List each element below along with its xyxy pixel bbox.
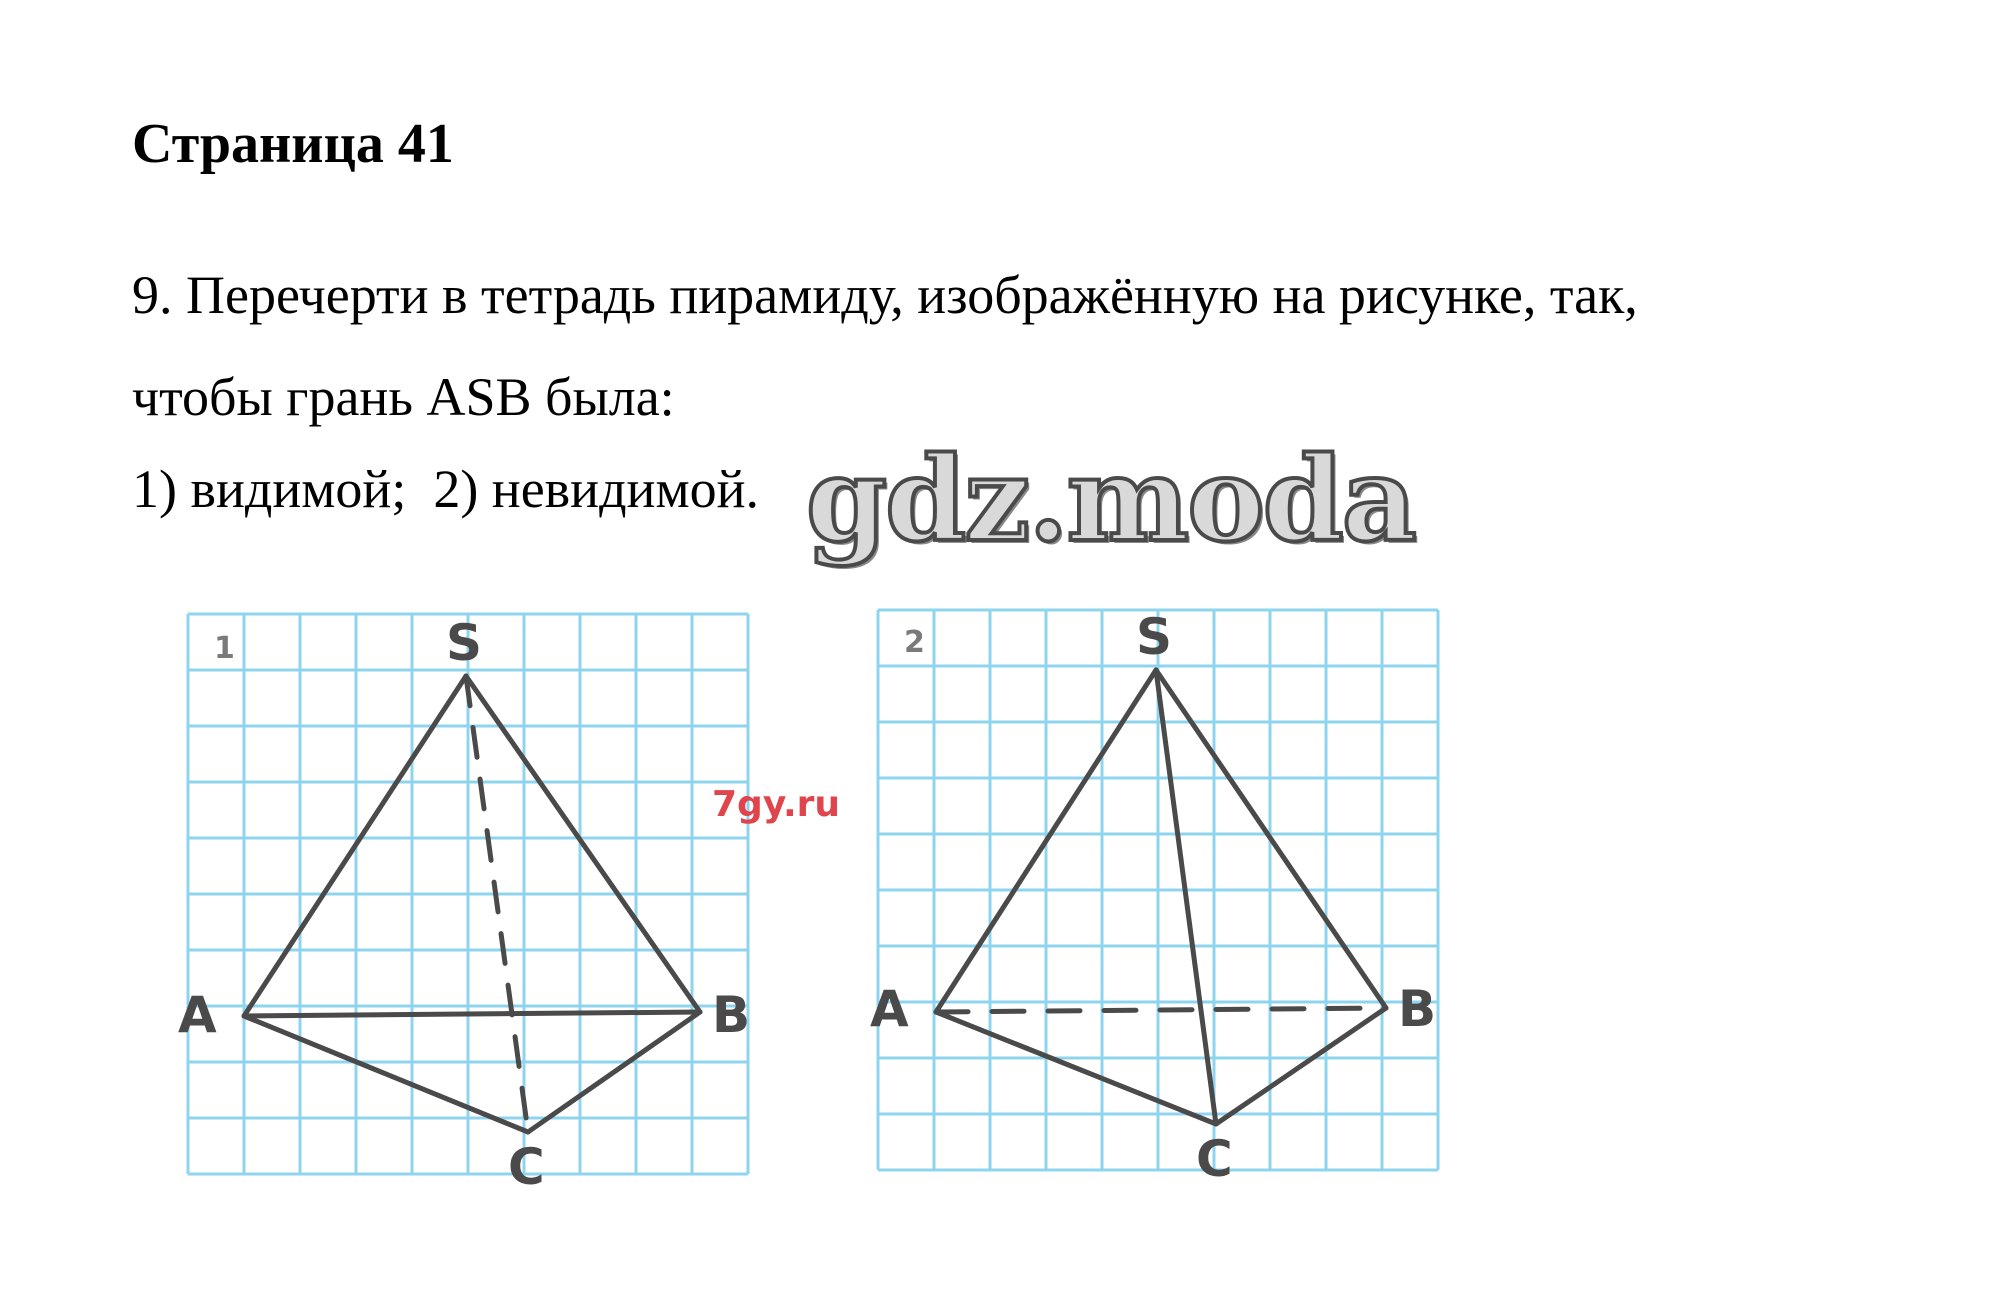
- figure-2-number: 2: [904, 625, 925, 660]
- watermark-gdz-moda: gdz.moda: [806, 432, 1415, 568]
- figure-2: [860, 596, 1460, 1196]
- figure-1: [170, 600, 770, 1200]
- edge-AB-hidden: [936, 1008, 1386, 1012]
- task-options: 1) видимой; 2) невидимой.: [132, 459, 760, 519]
- edge-AC: [936, 1012, 1216, 1124]
- task-line-2: чтобы грань ASB была:: [132, 367, 675, 427]
- vertex-S-label: S: [1136, 608, 1173, 666]
- edge-SC-hidden: [466, 676, 528, 1132]
- edge-BC: [1216, 1008, 1386, 1124]
- edge-BC: [528, 1012, 700, 1132]
- edge-AC: [244, 1016, 528, 1132]
- task-line-1: 9. Перечерти в тетрадь пирамиду, изображённую на рисунке, так,: [132, 265, 1638, 325]
- figure-1-number: 1: [214, 631, 235, 666]
- page-title: Страница 41: [132, 113, 454, 175]
- vertex-C-label: C: [508, 1138, 545, 1196]
- vertex-B-label: B: [1398, 980, 1437, 1038]
- vertex-B-label: B: [712, 986, 751, 1044]
- watermark-7gy: 7gy.ru: [712, 784, 841, 825]
- edge-AB: [244, 1012, 700, 1016]
- vertex-S-label: S: [446, 614, 483, 672]
- vertex-C-label: C: [1196, 1130, 1233, 1188]
- vertex-A-label: A: [178, 986, 217, 1044]
- vertex-A-label: A: [870, 980, 909, 1038]
- edge-SC: [1156, 670, 1216, 1124]
- task-text: [132, 244, 1912, 448]
